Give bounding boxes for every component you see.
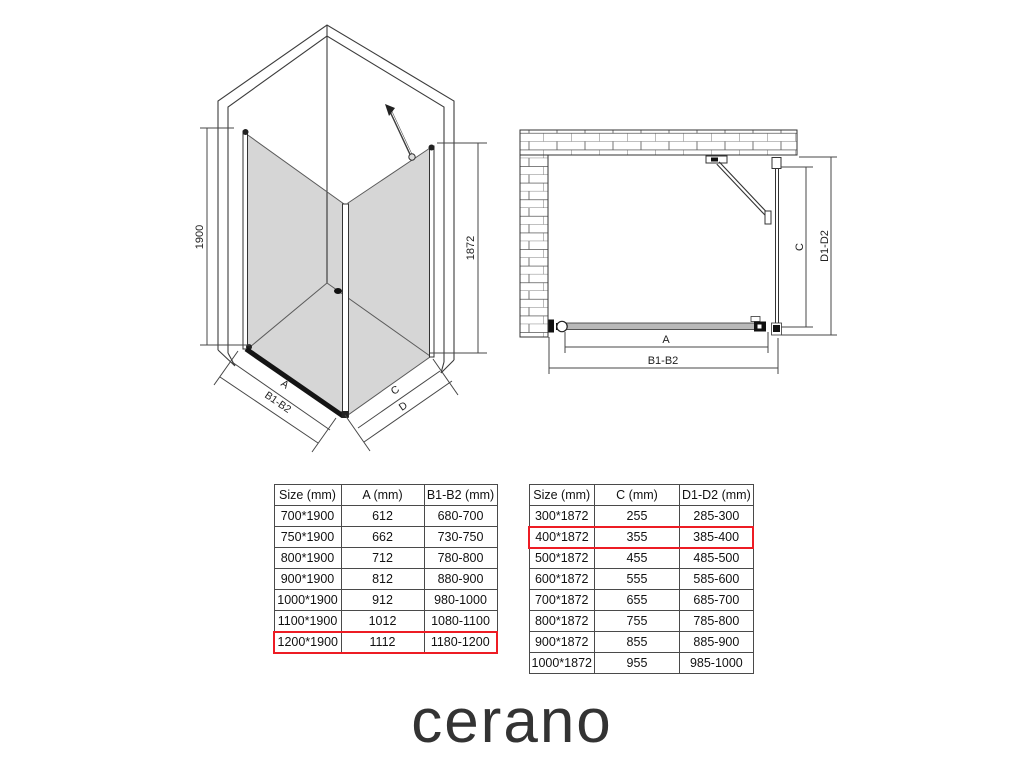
- door-knob: [334, 288, 342, 294]
- fixed-side-panel: [348, 148, 430, 415]
- table-row: [274, 569, 497, 590]
- table-cell: 730-750: [424, 527, 497, 548]
- table-cell: 985-1000: [679, 653, 753, 674]
- table-cell: 285-300: [679, 506, 753, 527]
- column-header: A (mm): [341, 485, 424, 506]
- side-panel-dimensions-table: [528, 484, 754, 674]
- table-cell: 485-500: [679, 548, 753, 569]
- table-cell: 980-1000: [424, 590, 497, 611]
- plan-view-diagram: [515, 125, 850, 385]
- table-cell: 700*1900: [274, 506, 341, 527]
- dim-depth-outer: D1-D2: [819, 230, 831, 262]
- table-cell: 1012: [341, 611, 424, 632]
- table-cell: 855: [594, 632, 679, 653]
- table-cell: 400*1872: [529, 527, 594, 548]
- table-row: [529, 506, 753, 527]
- table-cell: 455: [594, 548, 679, 569]
- table-row: [529, 569, 753, 590]
- dim-width-inner: A: [278, 377, 292, 392]
- table-cell: 500*1872: [529, 548, 594, 569]
- table-row: [529, 548, 753, 569]
- table-row: [274, 527, 497, 548]
- table-cell: 700*1872: [529, 590, 594, 611]
- table-cell: 1000*1872: [529, 653, 594, 674]
- dim-depth-inner: C: [794, 243, 806, 251]
- table-cell: 1200*1900: [274, 632, 341, 653]
- table-cell: 900*1872: [529, 632, 594, 653]
- table-cell: 1112: [341, 632, 424, 653]
- brand-logo: cerano: [411, 687, 613, 756]
- table-cell: 912: [341, 590, 424, 611]
- table-cell: 1080-1100: [424, 611, 497, 632]
- table-cell: 355: [594, 527, 679, 548]
- dimension-lines: [549, 157, 837, 374]
- dim-height-left: 1900: [194, 224, 206, 250]
- table-cell: 585-600: [679, 569, 753, 590]
- table-cell: 812: [341, 569, 424, 590]
- table-cell: 655: [594, 590, 679, 611]
- table-cell: 885-900: [679, 632, 753, 653]
- column-header: Size (mm): [274, 485, 341, 506]
- table-cell: 780-800: [424, 548, 497, 569]
- door-glass: [565, 323, 762, 330]
- table-cell: 1180-1200: [424, 632, 497, 653]
- table-row: [274, 590, 497, 611]
- column-header: Size (mm): [529, 485, 594, 506]
- table-cell: 800*1900: [274, 548, 341, 569]
- table-cell: 685-700: [679, 590, 753, 611]
- table-cell: 900*1900: [274, 569, 341, 590]
- table-cell: 1100*1900: [274, 611, 341, 632]
- table-cell: 300*1872: [529, 506, 594, 527]
- highlighted-table-row: [274, 632, 497, 653]
- dim-width-outer: B1-B2: [262, 389, 294, 416]
- panel-end-profile: [429, 145, 435, 358]
- glass-door-panel: [245, 133, 344, 417]
- table-cell: 712: [341, 548, 424, 569]
- support-bar: [385, 104, 415, 160]
- table-header-row: [274, 485, 497, 506]
- table-header-row: [529, 485, 753, 506]
- table-row: [529, 632, 753, 653]
- table-cell: 555: [594, 569, 679, 590]
- table-cell: 955: [594, 653, 679, 674]
- column-header: B1-B2 (mm): [424, 485, 497, 506]
- dim-height-right: 1872: [465, 235, 477, 261]
- door-dimensions-table: [273, 484, 498, 654]
- wall-hinge: [549, 320, 568, 333]
- column-header: D1-D2 (mm): [679, 485, 753, 506]
- table-cell: 680-700: [424, 506, 497, 527]
- table-cell: 1000*1900: [274, 590, 341, 611]
- table-row: [274, 506, 497, 527]
- table-cell: 800*1872: [529, 611, 594, 632]
- table-cell: 385-400: [679, 527, 753, 548]
- brick-wall: [520, 130, 797, 337]
- table-cell: 750*1900: [274, 527, 341, 548]
- table-row: [529, 611, 753, 632]
- highlighted-table-row: [529, 527, 753, 548]
- isometric-view-diagram: [190, 15, 500, 465]
- table-cell: 880-900: [424, 569, 497, 590]
- center-closing-profile: [342, 204, 349, 418]
- table-cell: 755: [594, 611, 679, 632]
- table-cell: 785-800: [679, 611, 753, 632]
- table-cell: 612: [341, 506, 424, 527]
- table-row: [529, 653, 753, 674]
- table-cell: 662: [341, 527, 424, 548]
- table-row: [529, 590, 753, 611]
- dim-width-outer: B1-B2: [647, 355, 679, 367]
- dim-depth-outer: D: [396, 399, 410, 414]
- support-bar: [706, 156, 771, 224]
- dim-depth-inner: C: [388, 383, 402, 398]
- table-row: [274, 548, 497, 569]
- side-panel: [772, 158, 782, 336]
- table-cell: 600*1872: [529, 569, 594, 590]
- column-header: C (mm): [594, 485, 679, 506]
- table-cell: 255: [594, 506, 679, 527]
- dim-width-inner: A: [662, 334, 670, 346]
- table-row: [274, 611, 497, 632]
